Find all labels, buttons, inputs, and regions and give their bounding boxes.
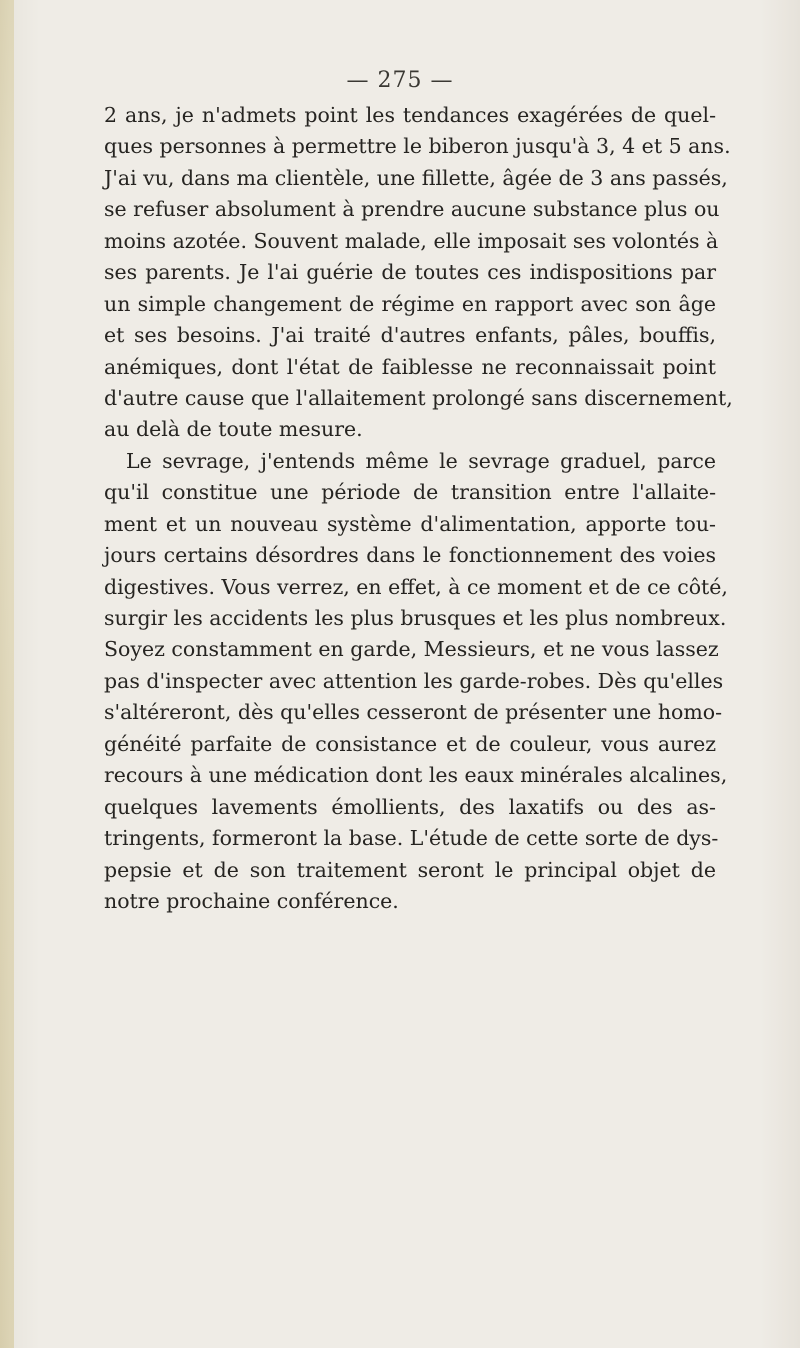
text-line: se refuser absolument à prendre aucune substance plus ou	[104, 197, 720, 222]
text-line: un simple changement de régime en rapport avec son âge	[104, 291, 716, 316]
text-line: jours certains désordres dans le fonctionnement des voies	[104, 543, 716, 568]
text-line: pas d'inspecter avec attention les garde-robes. Dès qu'elles	[104, 668, 724, 693]
text-line: Soyez constamment en garde, Messieurs, et ne vous lassez	[104, 637, 719, 662]
text-line: moins azotée. Souvent malade, elle imposait ses volontés à	[104, 228, 719, 253]
text-line: recours à une médication dont les eaux minérales alcalines,	[104, 763, 728, 788]
text-line: ses parents. Je l'ai guérie de toutes ces indispositions par	[104, 260, 716, 285]
text-line: et ses besoins. J'ai traité d'autres enfants, pâles, bouffis,	[104, 323, 716, 348]
text-line: J'ai vu, dans ma clientèle, une fillette, âgée de 3 ans passés,	[104, 165, 728, 190]
text-line: d'autre cause que l'allaitement prolongé sans discernement,	[104, 385, 733, 410]
text-line: quelques lavements émollients, des laxatifs ou des as-	[104, 794, 716, 819]
text-line: digestives. Vous verrez, en effet, à ce moment et de ce côté,	[104, 574, 728, 599]
text-line: notre prochaine conférence.	[104, 888, 399, 913]
text-line: pepsie et de son traitement seront le principal objet de	[104, 857, 716, 882]
page-number: — 275 —	[346, 68, 454, 93]
body-text	[104, 100, 733, 917]
text-line: s'altéreront, dès qu'elles cesseront de présenter une homo-	[104, 700, 723, 725]
text-line: surgir les accidents les plus brusques et les plus nombreux.	[104, 606, 727, 630]
text-line: généité parfaite de consistance et de couleur, vous aurez	[104, 731, 716, 756]
text-line: au delà de toute mesure.	[104, 417, 363, 442]
text-line: Le sevrage, j'entends même le sevrage graduel, parce	[126, 448, 716, 473]
text-line: tringents, formeront la base. L'étude de cette sorte de dys-	[104, 826, 719, 851]
page-gutter-shadow	[0, 0, 14, 1348]
text-line: 2 ans, je n'admets point les tendances exagérées de quel-	[104, 103, 716, 127]
text-line: anémiques, dont l'état de faiblesse ne reconnaissait point	[104, 354, 716, 379]
text-line: ques personnes à permettre le biberon jusqu'à 3, 4 et 5 ans.	[104, 134, 731, 159]
text-line: ment et un nouveau système d'alimentation, apporte tou-	[104, 511, 716, 536]
text-line: qu'il constitue une période de transition entre l'allaite-	[104, 480, 716, 505]
